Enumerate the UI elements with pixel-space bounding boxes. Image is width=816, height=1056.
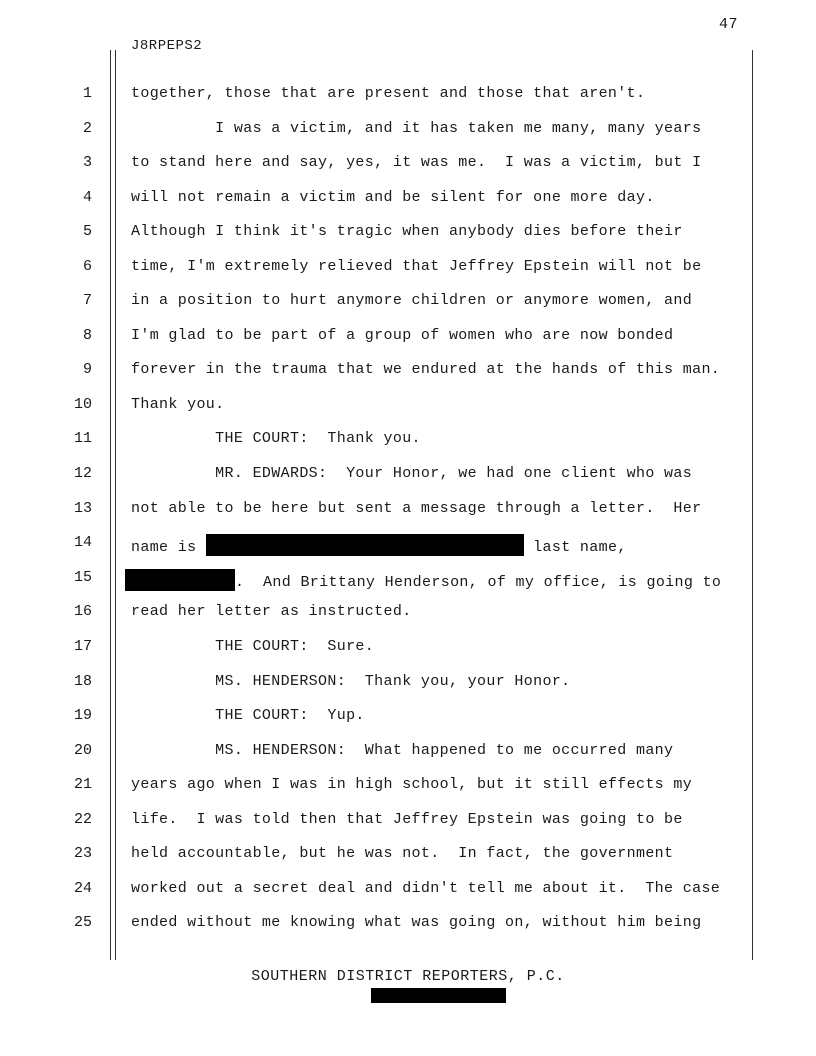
line-text-before-redaction: name is bbox=[131, 539, 206, 556]
transcript-line bbox=[0, 569, 816, 599]
transcript-line bbox=[0, 673, 816, 703]
transcript-line bbox=[0, 361, 816, 391]
transcript-line bbox=[0, 223, 816, 253]
transcript-line bbox=[0, 880, 816, 910]
line-number: 4 bbox=[82, 189, 92, 206]
line-text: MS. HENDERSON: Thank you, your Honor. bbox=[131, 673, 571, 690]
line-number: 22 bbox=[73, 811, 92, 828]
line-text: THE COURT: Thank you. bbox=[131, 430, 421, 447]
transcript-line bbox=[0, 603, 816, 633]
line-text: worked out a secret deal and didn't tell me about it. The case bbox=[131, 880, 721, 897]
line-text: MR. EDWARDS: Your Honor, we had one client who was bbox=[131, 465, 693, 482]
line-text: THE COURT: Sure. bbox=[131, 638, 375, 655]
footer-redaction-block bbox=[371, 988, 506, 1003]
transcript-line bbox=[0, 154, 816, 184]
transcript-line bbox=[0, 327, 816, 357]
line-number: 24 bbox=[73, 880, 92, 897]
line-text-after-redaction: . And Brittany Henderson, of my office, is going to bbox=[235, 574, 722, 591]
transcript-line bbox=[0, 638, 816, 668]
line-number: 21 bbox=[73, 776, 92, 793]
line-number: 9 bbox=[82, 361, 92, 378]
line-text: will not remain a victim and be silent for one more day. bbox=[131, 189, 655, 206]
line-number: 19 bbox=[73, 707, 92, 724]
line-text: I was a victim, and it has taken me many, many years bbox=[131, 120, 702, 137]
transcript-line bbox=[0, 120, 816, 150]
line-number: 12 bbox=[73, 465, 92, 482]
line-text: held accountable, but he was not. In fact, the government bbox=[131, 845, 674, 862]
transcript-line bbox=[0, 500, 816, 530]
line-number: 17 bbox=[73, 638, 92, 655]
transcript-line bbox=[0, 258, 816, 288]
line-text: ended without me knowing what was going on, without him being bbox=[131, 914, 702, 931]
line-text: years ago when I was in high school, but it still effects my bbox=[131, 776, 693, 793]
line-text: THE COURT: Yup. bbox=[131, 707, 365, 724]
line-text: MS. HENDERSON: What happened to me occurred many bbox=[131, 742, 674, 759]
transcript-line bbox=[0, 85, 816, 115]
redaction-block bbox=[206, 534, 524, 556]
line-number: 20 bbox=[73, 742, 92, 759]
line-number: 5 bbox=[82, 223, 92, 240]
transcript-line bbox=[0, 430, 816, 460]
transcript-line bbox=[0, 845, 816, 875]
line-text: Thank you. bbox=[131, 396, 225, 413]
case-id-header: J8RPEPS2 bbox=[131, 38, 203, 54]
transcript-line bbox=[0, 465, 816, 495]
transcript-line bbox=[0, 811, 816, 841]
transcript-line bbox=[0, 707, 816, 737]
line-number: 25 bbox=[73, 914, 92, 931]
line-text bbox=[131, 534, 627, 556]
line-number: 16 bbox=[73, 603, 92, 620]
line-number: 15 bbox=[73, 569, 92, 586]
transcript-line bbox=[0, 534, 816, 564]
line-text: I'm glad to be part of a group of women who are now bonded bbox=[131, 327, 674, 344]
line-number: 11 bbox=[73, 430, 92, 447]
line-number: 23 bbox=[73, 845, 92, 862]
line-number: 2 bbox=[82, 120, 92, 137]
line-number: 10 bbox=[73, 396, 92, 413]
transcript-line bbox=[0, 396, 816, 426]
transcript-line bbox=[0, 742, 816, 772]
line-number: 18 bbox=[73, 673, 92, 690]
page-number: 47 bbox=[718, 16, 738, 33]
transcript-line bbox=[0, 189, 816, 219]
line-text: not able to be here but sent a message through a letter. Her bbox=[131, 500, 702, 517]
line-text: read her letter as instructed. bbox=[131, 603, 412, 620]
line-number: 14 bbox=[73, 534, 92, 551]
line-number: 6 bbox=[82, 258, 92, 275]
line-text-after-redaction: last name, bbox=[523, 539, 627, 556]
line-text: to stand here and say, yes, it was me. I was a victim, but I bbox=[131, 154, 702, 171]
line-number: 7 bbox=[82, 292, 92, 309]
transcript-line bbox=[0, 292, 816, 322]
transcript-line bbox=[0, 914, 816, 944]
reporter-footer: SOUTHERN DISTRICT REPORTERS, P.C. bbox=[251, 968, 565, 985]
line-number: 1 bbox=[82, 85, 92, 102]
line-text: forever in the trauma that we endured at the hands of this man. bbox=[131, 361, 721, 378]
redaction-block bbox=[125, 569, 235, 591]
line-text: in a position to hurt anymore children or anymore women, and bbox=[131, 292, 693, 309]
line-number: 3 bbox=[82, 154, 92, 171]
line-number: 8 bbox=[82, 327, 92, 344]
line-number: 13 bbox=[73, 500, 92, 517]
line-text: life. I was told then that Jeffrey Epstein was going to be bbox=[131, 811, 683, 828]
transcript-line bbox=[0, 776, 816, 806]
line-text: together, those that are present and those that aren't. bbox=[131, 85, 646, 102]
line-text bbox=[125, 569, 721, 591]
line-text: time, I'm extremely relieved that Jeffrey Epstein will not be bbox=[131, 258, 702, 275]
line-text: Although I think it's tragic when anybody dies before their bbox=[131, 223, 683, 240]
